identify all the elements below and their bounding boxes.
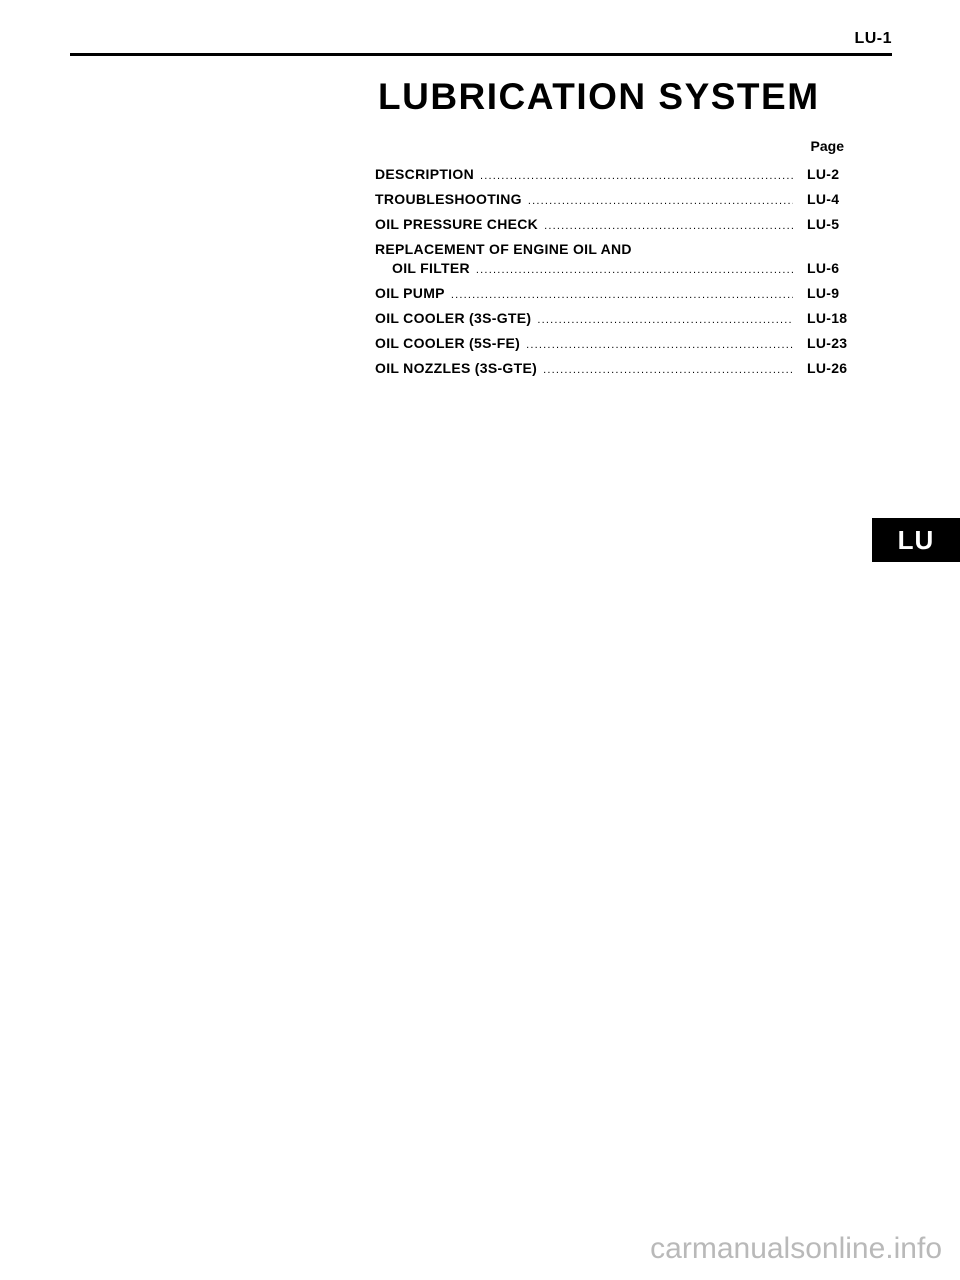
toc-entry-label: OIL COOLER (5S-FE) <box>375 335 521 351</box>
toc-dot-leader <box>528 194 793 208</box>
toc-entry-page: LU-23 <box>807 335 848 351</box>
page-title: LUBRICATION SYSTEM <box>378 76 820 117</box>
toc-entry-label: TROUBLESHOOTING <box>375 191 522 207</box>
toc-entry-oil-nozzles[interactable] <box>375 359 865 377</box>
toc-entry-replacement-line2[interactable] <box>375 259 865 277</box>
toc-entry-page: LU-6 <box>807 260 840 276</box>
toc-entry-label: OIL COOLER (3S-GTE) <box>375 310 532 326</box>
table-of-contents <box>375 138 865 377</box>
section-tab[interactable]: LU <box>872 518 960 562</box>
toc-entry-troubleshooting[interactable] <box>375 190 865 208</box>
toc-dot-leader <box>526 338 793 352</box>
toc-page-heading: Page <box>810 138 844 154</box>
toc-entry-page: LU-4 <box>807 191 840 207</box>
toc-dot-leader <box>451 288 793 302</box>
toc-entry-page: LU-18 <box>807 310 848 326</box>
toc-dot-leader <box>476 263 793 277</box>
watermark: carmanualsonline.info <box>650 1232 942 1265</box>
toc-entry-page: LU-9 <box>807 285 840 301</box>
page-number: LU-1 <box>854 30 892 47</box>
toc-entry-label: OIL PUMP <box>375 285 445 301</box>
toc-entry-page: LU-2 <box>807 166 840 182</box>
toc-entry-page: LU-26 <box>807 360 848 376</box>
toc-entry-oil-cooler-5s-fe[interactable] <box>375 334 865 352</box>
toc-dot-leader <box>544 219 793 233</box>
toc-entry-label: OIL PRESSURE CHECK <box>375 216 539 232</box>
toc-entry-page: LU-5 <box>807 216 840 232</box>
toc-entry-oil-pressure-check[interactable] <box>375 215 865 233</box>
toc-entry-replacement-line1[interactable] <box>375 240 865 258</box>
toc-dot-leader <box>543 363 793 377</box>
toc-entry-oil-pump[interactable] <box>375 284 865 302</box>
toc-entry-label: REPLACEMENT OF ENGINE OIL AND <box>375 241 632 257</box>
toc-entry-label: DESCRIPTION <box>375 166 474 182</box>
toc-entry-oil-cooler-3s-gte[interactable] <box>375 309 865 327</box>
toc-entry-label: OIL NOZZLES (3S-GTE) <box>375 360 538 376</box>
toc-entry-label-continued: OIL FILTER <box>392 260 470 276</box>
toc-dot-leader <box>537 313 793 327</box>
header-rule <box>70 53 892 56</box>
toc-dot-leader <box>480 169 793 183</box>
toc-entry-description[interactable] <box>375 165 865 183</box>
